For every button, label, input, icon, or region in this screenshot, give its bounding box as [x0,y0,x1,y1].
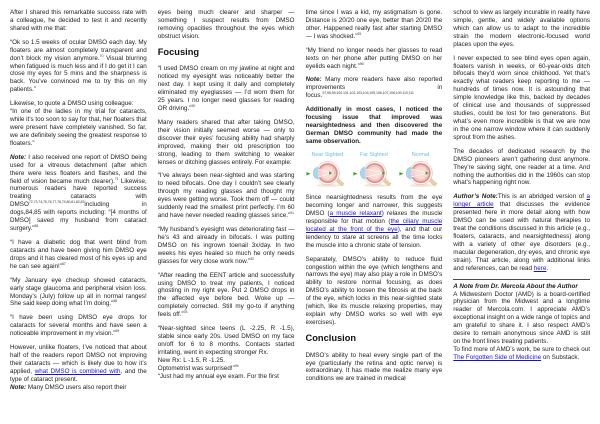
text-run: DMSO’s ability to heal every single part of the eye (particularly the retina and optic nerve) is extraordinary. It has made me realize many eye conditions we are trained in medical [305,351,443,383]
text-run: “I used DMSO cream on my jawline at night and noticed my eyesight was noticeably better the next day. I kept using it daily and completely eliminated my eyeglasses — I’d worn them for 25 years. I no longer need glasses for reading OR driving.” [157,65,295,112]
section-heading: Conclusion [305,332,357,343]
text-run: “Near-sighted since teens (L -2.25, R -1.5), stable since early 20s. Used DMSO on my face on/off for 6 to 8 months. Contacts started irritating, went in expecting stronger Rx. [157,325,295,356]
paragraph [10,100,147,148]
text-run: eyes being much clearer and sharper — something I suspect results from DMSO removing opacities throughout the eyes which obstruct vision. [157,9,295,40]
reference-superscript: 95 [357,31,362,36]
paragraph [306,9,443,41]
reference-superscript: 96 [359,61,364,66]
text-run: “My husband’s eyesight was deteriorating fast — he’s 43 and already in bifocals. I was putting DMSO on his ingrown toenail 3x/day. In two weeks his eyes healed so much he only needs glasses for very close work now.” [157,225,295,265]
eye-anatomy-figure [306,152,443,187]
text-run: To find more of AMD’s work, be sure to check out [453,345,590,353]
paragraph [453,193,590,272]
text-run: school to view as largely incurable in reality have simple, gentle, and widely available options which can allow us to adapt to the incredible strain the modern electronic-focused world places upon the eyes. [453,9,590,48]
eye-cross-section-icon [398,160,442,188]
reference-superscript: 91 [290,210,294,215]
text-run: “Just had my annual eye exam. For the first [157,372,279,380]
text-run: Many readers shared that after taking DMSO, their vision initially seemed worse — only to discover their eyes’ focusing ability had sharply improved, making their old prescription too strong, leading to them switching to weaker lenses or ditching glasses entirely. For example: [157,118,295,166]
text-run: ) relaxes the muscle responsible for that motion ( [305,209,443,225]
paragraph [158,325,295,380]
paragraph [306,194,443,249]
column-4 [453,9,590,416]
paragraph [10,277,147,309]
paragraph [10,239,147,271]
text-run: A Midwestern Doctor (AMD) is a board-certified physician from the Midwest and a longtime reader of Mercola.com. I appreciate AMD’s exceptional insight on a wide range of topics and am grateful to share it. I also respect AMD’s desire to remain anonymous since AMD is still on the front lines treating patients. [453,290,590,346]
text-run: Author’s Note: [453,193,498,201]
paragraph [453,148,590,188]
paragraph [453,9,590,49]
text-run: “In one of the ladies in my trial for cataracts, while it’s too soon to say for that, her floaters that were present have completely vanished. So far, we are definitely seeing the greatest response to floaters.” [10,108,147,147]
reference-superscript: 92 [250,256,254,261]
paragraph [158,226,295,266]
reference-superscript: 97,98,99,100,101,102,103,104,105,106,107,108,109,110,111 [322,91,414,96]
text-run: After I shared this remarkable success rate with a colleague, he decided to test it and recently shared with me that: [10,9,147,32]
text-run: Additionally in most cases, I noticed the focusing issue that improved was nearsightedness and then discovered the German DMSO community had made the same observation. [305,106,443,145]
section-heading: Focusing [157,46,200,57]
text-run: “After reading the EENT article and successfully using DMSO to treat my patients, I noticed ghosting in my right eye. Put 2 DMSO drops in the affected eye before bed. Woke up — completely corrected. Still my go-to if anything feels off.” [157,271,295,319]
paragraph [158,9,295,41]
paragraph [306,76,443,100]
text-run: I never expected to see blind eyes open again, floaters vanish in weeks, or 60-year-olds ditch bifocals they’d worn since childhood. Yet that’s exactly what readers keep reporting to me — hundreds of times now. It is astounding that simple knowledge like this, backed by decades of clinical use and thousands of suppressed studies, could be lost for two generations. But what’s even more incredible is that we are now in the one narrow window where it can suddenly sprout from the ashes. [453,54,590,141]
text-run: Since nearsightedness results from the eye becoming longer and narrower, this suggests DMSO ( [305,194,443,217]
reference-superscript: 86 [34,223,39,228]
text-run: Many DMSO users also report their [26,383,127,391]
paragraph [306,106,443,146]
text-run: Many more readers have also reported improvements in focus. [305,76,443,100]
eye-cross-section-icon [306,160,350,188]
eye-diagram-label: Far Sighted [359,151,388,158]
paragraph [10,9,147,33]
paragraph [10,314,147,338]
text-run: “Ok so 1.5 weeks of ocular DMSO each day. My floaters are almost completely transparent and don’t block my vision anymore. [10,38,147,62]
paragraph [453,55,590,142]
eye-diagram-far-sighted [352,152,396,187]
inline-link[interactable]: what DMSO is combined with [34,367,121,375]
text-run: “I’ve always been near-sighted and was starting to need bifocals. One day I couldn’t see clearly through my reading glasses and thought my eyes were getting worse. Took them off — could suddenly read the smallest print perfectly. I’m 60 and have never needed reading glasses since.” [157,172,295,220]
inline-link[interactable]: here [533,264,547,272]
text-run: Optometrist was surprised!” [157,364,235,372]
text-run: The decades of dedicated research by the DMSO pioneers aren’t gathering dust anymore. They’re saving sight, one reader at a time. And nothing the authorities did in the 1960s can stop what’s happening right now. [453,147,590,187]
text-run: “My January eye checkup showed cataracts, early stage glaucoma and peripheral vision loss. Monday’s (July) follow up all in normal ranges! She said keep doing what I’m doing.” [10,276,147,308]
column-3 [306,9,443,416]
column-1 [10,9,147,416]
reference-superscript: 94 [234,363,239,368]
inline-link[interactable]: The Forgotten Side of Medicine [453,353,542,361]
text-run: This is an abridged version of [497,193,587,201]
eye-diagram-label: Normal [411,151,430,158]
text-run: that discusses the evidence presented here in more detail along with how DMSO can be used with natural therapies to treat the conditions discussed in this article (e.g., floaters, cataracts, and nearsightedness) along with a variety of other eye disorders (e.g., macular degeneration, dry eyes, and chronic eye strain). That article, along with additional links and references, can be read [453,201,590,272]
text-run: Note: [10,153,27,161]
paragraph [158,119,295,167]
reference-superscript: 93 [183,310,188,315]
paragraph [306,256,443,327]
text-run: on Substack. [541,353,580,361]
eye-diagram-near-sighted [306,152,350,187]
paragraph [158,272,295,320]
inline-link[interactable]: a longer article [453,193,590,209]
text-run: , and the type of cataract present. [10,367,147,383]
paragraph [158,172,295,220]
text-run: “I have been using DMSO eye drops for cataracts for several months and have seen a noticeable improvement in my vision.” [10,314,147,338]
paragraph [158,65,295,113]
reference-superscript: 90 [191,103,196,108]
paragraph [306,352,443,384]
eye-cross-section-icon [352,160,396,188]
paragraph [10,39,147,94]
text-run: “I have a diabetic dog that went blind from cataracts and have been giving him DMSO eye drops and it has cleared most of his eyes up and he can see again!” [10,238,147,270]
text-run: Likewise, numerous readers have reported success treating cataracts with DMSO [10,177,147,209]
text-run: time since I was a kid, my astigmatism is gone. Distance is 20/20 one eye, better than 20/20 the other. Happened really fast after starting DMSO — I was shocked.” [305,9,443,40]
paragraph [10,154,147,233]
text-run: However, unlike floaters, I’ve noticed that about half of the readers report DMSO not improving their cataracts — which is likely due to how it’s applied, [10,344,147,375]
text-run: . [546,264,549,272]
reference-superscript: 87 [61,261,66,266]
paragraph [10,344,147,392]
inline-link[interactable]: the ciliary muscle located at the front of the eye [305,217,443,233]
reference-superscript: 72,73,74,75,76,77,78,79,80,81,82,83 [28,200,85,205]
reference-superscript: 70 [99,53,104,58]
text-run: Separately, DMSO’s ability to reduce fluid congestion within the eye (which lengthens and narrows the eye) may also play a role in DMSO’s ability to restore normal focusing, as does DMSO’s ability to loosen the fibrosis at the back of the eye, which locks in this near-sighted state (which, like its muscle relaxing properties, may explain why DMSO works so well with eye exercises). [305,255,443,326]
text-run: Note: [10,383,27,391]
eye-diagram-normal [399,152,443,187]
eye-diagram-label: Near Sighted [311,151,344,158]
reference-superscript: 88 [113,299,118,304]
text-run: Likewise, to quote a DMSO using colleague: [10,100,134,108]
paragraph [306,47,443,71]
reference-superscript: 71 [114,176,119,181]
text-run: A Note from Dr. Mercola About the Author [453,282,578,290]
text-run: ), and that our tendency to stare at screens all the time locks the muscle into a chronic state of tension. [305,225,443,249]
text-run: New Rx: L -1.5, R -1.25. [157,356,226,364]
text-run: Visual blurring when fatigued is much less and if I do get it I can close my eyes for 5 mins and the sharpness is back. You’ve convinced me to try this on my patients.” [10,54,147,94]
text-run: including in dogs,84,85 with reports including: “[4 months of DMSO] saved my husband from cataract surgery.” [10,201,147,233]
inline-link[interactable]: a muscle relaxant [329,209,382,217]
paragraph [453,283,590,362]
columns [10,9,590,416]
divider [453,279,590,280]
reference-superscript: 89 [115,329,120,334]
column-2 [158,9,295,416]
text-run: Note: [305,76,322,84]
text-run: “My friend no longer needs her glasses to read texts on her phone after putting DMSO on her eyelids each night.” [305,46,443,70]
text-run: I also received one report of DMSO being used for a vitreous detachment (after which there were less floaters and flashes, and the field of vision became much clearer). [10,153,147,185]
